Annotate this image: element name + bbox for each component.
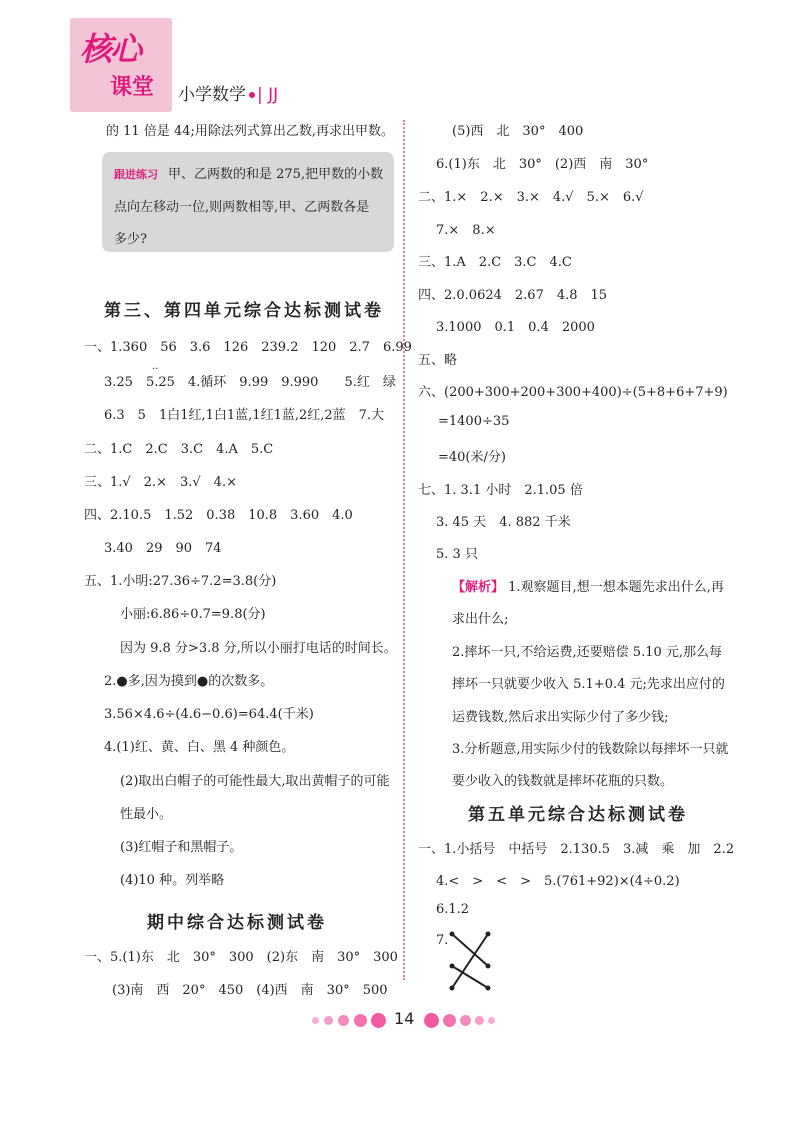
practice-line (114, 163, 383, 182)
answer-line: 4.< > < > 5.(761+92)×(4÷0.2) (436, 874, 680, 889)
answer-line: 二、1.C 2.C 3.C 4.A 5.C (84, 442, 274, 457)
answer-line: 4.(1)红、黄、白、黑 4 种颜色。 (104, 740, 295, 755)
footer-dot (371, 1013, 386, 1028)
footer-dot (424, 1013, 439, 1028)
answer-line: (3)红帽子和黑帽子。 (120, 840, 243, 855)
analysis-line (452, 576, 724, 595)
match-line (452, 966, 488, 988)
logo-top-text: 核心 (80, 30, 141, 68)
answer-line: 3.56×4.6÷(4.6−0.6)=64.4(千米) (104, 707, 314, 722)
answer-line: 七、1. 3.1 小时 2.1.05 倍 (418, 483, 583, 498)
answer-line: 二、1.× 2.× 3.× 4.√ 5.× 6.√ (418, 190, 644, 205)
brand-logo (70, 18, 172, 112)
answer-line: 3.1000 0.1 0.4 2000 (436, 320, 595, 335)
footer-dot (324, 1016, 333, 1025)
answer-line: (5)西 北 30° 400 (452, 124, 584, 139)
answer-line: =1400÷35 (438, 414, 510, 429)
analysis-line: 3.分析题意,用实际少付的钱数除以每摔坏一只就 (452, 742, 729, 757)
answer-line: 6.(1)东 北 30° (2)西 南 30° (436, 157, 649, 172)
footer-dot (488, 1017, 495, 1024)
match-dot (450, 964, 455, 969)
practice-line: 多少? (114, 232, 147, 247)
answer-line: 3.25 5.25 4.循环 9.99 9.990 5.红 绿 (104, 375, 396, 390)
answer-line: 四、2.0.0624 2.67 4.8 15 (418, 288, 608, 303)
footer-dot (475, 1016, 484, 1025)
section-title: 期中综合达标测试卷 (147, 913, 327, 933)
answer-line: 性最小。 (120, 807, 173, 822)
match-dot (486, 964, 491, 969)
answer-line: 三、1.A 2.C 3.C 4.C (418, 255, 572, 270)
answer-line: 六、(200+300+200+300+400)÷(5+8+6+7+9) (418, 385, 728, 400)
answer-line: 2.●多,因为摸到●的次数多。 (104, 674, 274, 689)
answer-line: (3)南 西 20° 450 (4)西 南 30° 500 (112, 983, 388, 998)
text-line: 的 11 倍是 44;用除法列式算出乙数,再求出甲数。 (106, 124, 394, 139)
answer-line: 7.× 8.× (436, 223, 496, 238)
footer-dot (354, 1014, 367, 1027)
footer-dot (338, 1015, 349, 1026)
answer-line: =40(米/分) (438, 450, 506, 465)
column-divider (403, 120, 405, 980)
analysis-line: 2.摔坏一只,不给运费,还要赔偿 5.10 元,那么每 (452, 645, 723, 660)
section-title: 第三、第四单元综合达标测试卷 (104, 301, 384, 321)
edition-label: JJ (268, 85, 279, 105)
answer-line: 一、1.小括号 中括号 2.130.5 3.减 乘 加 2.2 (418, 842, 735, 857)
answer-line: 7. (436, 933, 449, 948)
answer-line: 因为 9.8 分>3.8 分,所以小丽打电话的时间长。 (120, 641, 397, 656)
analysis-line: 摔坏一只就要少收入 5.1+0.4 元;先求出应付的 (452, 677, 725, 692)
answer-line: 小丽:6.86÷0.7=9.8(分) (120, 607, 266, 622)
answer-line: 五、1.小明:27.36÷7.2=3.8(分) (84, 574, 277, 589)
match-dot (450, 932, 455, 937)
answer-line: (4)10 种。列举略 (120, 873, 225, 888)
logo-bottom-text: 课堂 (110, 75, 155, 100)
section-title: 第五单元综合达标测试卷 (468, 805, 688, 825)
answer-line: 6.1.2 (436, 902, 470, 917)
subject-name: 小学数学 (178, 85, 246, 105)
answer-line: 三、1.√ 2.× 3.√ 4.× (84, 475, 237, 490)
analysis-line: 要少收入的钱数就是摔坏花瓶的只数。 (452, 774, 674, 789)
match-dot (486, 932, 491, 937)
match-dot (450, 986, 455, 991)
answer-line: 3. 45 天 4. 882 千米 (436, 515, 571, 530)
matching-lines-diagram (444, 928, 504, 996)
repeating-decimal-dots: .. (152, 361, 159, 372)
practice-tag: 跟进练习 (114, 168, 158, 181)
analysis-line: 求出什么; (452, 612, 509, 627)
page-number: 14 (394, 1009, 415, 1028)
separator-dot (249, 92, 255, 98)
footer-dot (312, 1017, 319, 1024)
answer-line: 3.40 29 90 74 (104, 541, 222, 556)
answer-line: (2)取出白帽子的可能性最大,取出黄帽子的可能 (120, 774, 390, 789)
analysis-line: 运费钱数,然后求出实际少付了多少钱; (452, 710, 669, 725)
footer-dot (443, 1014, 456, 1027)
answer-line: 6.3 5 1白1红,1白1蓝,1红1蓝,2红,2蓝 7.大 (104, 408, 385, 423)
footer-dot (460, 1015, 471, 1026)
answer-line: 一、5.(1)东 北 30° 300 (2)东 南 30° 300 (84, 950, 398, 965)
subject-label: 小学数学 | JJ (178, 85, 279, 105)
practice-line: 点向左移动一位,则两数相等,甲、乙两数各是 (114, 200, 370, 215)
answer-line: 一、1.360 56 3.6 126 239.2 120 2.7 6.99 (84, 340, 412, 355)
answer-line: 五、略 (418, 353, 458, 368)
answer-line: 5. 3 只 (436, 547, 478, 562)
match-dot (486, 986, 491, 991)
analysis-tag: 【解析】 (452, 580, 505, 595)
analysis-text: 1.观察题目,想一想本题先求出什么,再 (508, 580, 724, 595)
answer-line: 四、2.10.5 1.52 0.38 10.8 3.60 4.0 (84, 508, 353, 523)
practice-text: 甲、乙两数的和是 275,把甲数的小数 (168, 167, 384, 182)
